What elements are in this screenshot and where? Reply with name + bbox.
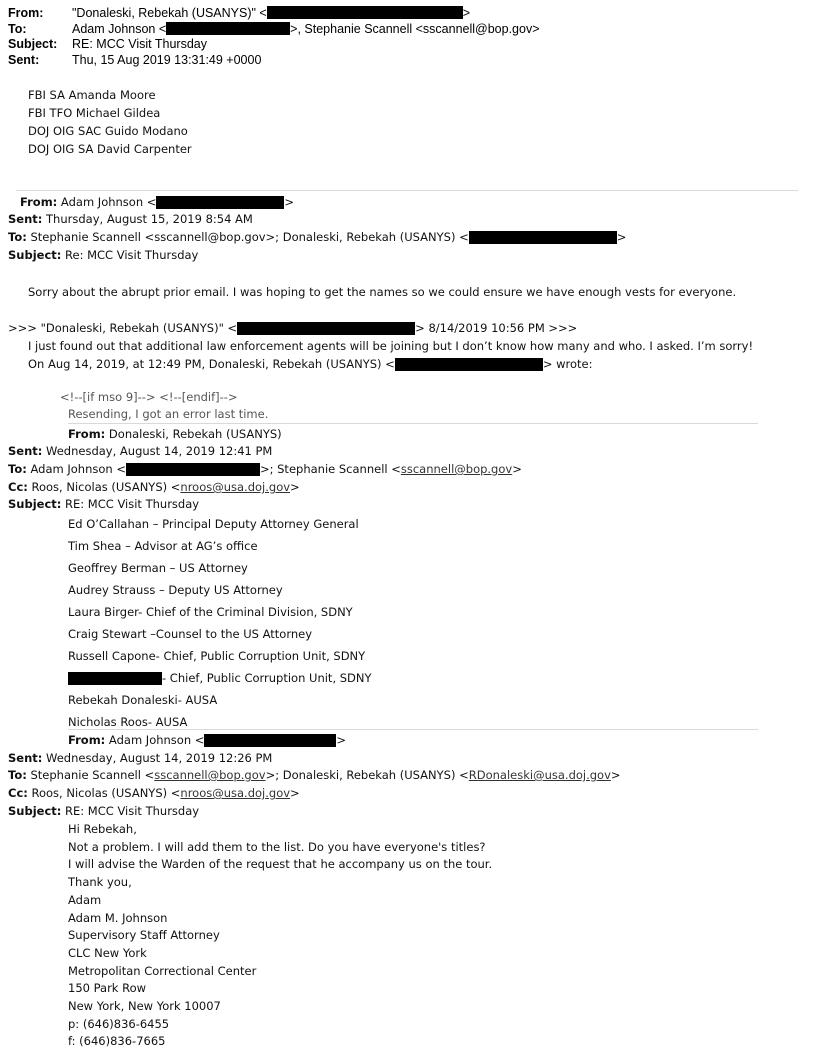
msg4-sent-value: Wednesday, August 14, 2019 12:26 PM bbox=[42, 751, 273, 765]
msg1-sent bbox=[8, 212, 253, 226]
msg1-subject bbox=[8, 248, 198, 262]
list-item: Nicholas Roos- AUSA bbox=[68, 715, 188, 729]
signature-line: CLC New York bbox=[68, 945, 147, 960]
redaction-box bbox=[267, 6, 463, 19]
msg3-to-value: Adam Johnson < bbox=[26, 462, 126, 476]
msg4-from-close: > bbox=[336, 733, 347, 747]
msg1-from-value: Adam Johnson < bbox=[57, 195, 157, 209]
msg1-from bbox=[20, 195, 294, 209]
mso-comment: <!--[if mso 9]--> <!--[endif]--> bbox=[60, 390, 238, 404]
header-subject-value: RE: MCC Visit Thursday bbox=[72, 37, 207, 51]
signature-line: New York, New York 10007 bbox=[68, 999, 221, 1014]
redaction-box bbox=[469, 231, 617, 244]
msg1-to bbox=[8, 230, 626, 244]
msg4-body bbox=[68, 821, 492, 1051]
msg2-wrote-post: > wrote: bbox=[542, 357, 593, 371]
msg3-subject bbox=[8, 497, 199, 511]
delegation-list bbox=[68, 513, 372, 733]
msg3-sent-value: Wednesday, August 14, 2019 12:41 PM bbox=[42, 444, 273, 458]
msg4-subject-label: Subject: bbox=[8, 804, 62, 818]
signature-line: Adam M. Johnson bbox=[68, 910, 168, 925]
list-item: FBI SA Amanda Moore bbox=[28, 88, 156, 102]
header-sent-label: Sent: bbox=[8, 52, 40, 67]
divider bbox=[68, 729, 758, 730]
header-subject-label: Subject: bbox=[8, 37, 58, 51]
redaction-box bbox=[68, 672, 162, 685]
header-from-close: > bbox=[462, 6, 471, 20]
msg4-sent-label: Sent: bbox=[8, 751, 43, 765]
msg1-to-close: > bbox=[616, 230, 627, 244]
msg4-from-label: From: bbox=[68, 733, 106, 747]
list-item: Tim Shea – Advisor at AG’s office bbox=[68, 539, 258, 553]
header-to-rest: >, Stephanie Scannell <sscannell@bop.gov> bbox=[290, 21, 540, 36]
list-item: Audrey Strauss – Deputy US Attorney bbox=[68, 583, 283, 597]
list-item: FBI TFO Michael Gildea bbox=[28, 106, 161, 120]
body-line: Thank you, bbox=[68, 875, 132, 890]
msg1-subject-value: Re: MCC Visit Thursday bbox=[61, 248, 199, 262]
msg4-to-mid: >; Donaleski, Rebekah (USANYS) < bbox=[265, 768, 469, 782]
msg1-body: Sorry about the abrupt prior email. I was hoping to get the names so we could ensure we have enough vests for everyone. bbox=[28, 285, 737, 299]
email-link[interactable]: RDonaleski@usa.doj.gov bbox=[468, 768, 611, 782]
msg3-cc bbox=[8, 480, 300, 494]
redaction-box bbox=[395, 358, 543, 371]
header-from-label: From: bbox=[8, 6, 44, 20]
msg1-sent-label: Sent: bbox=[8, 212, 43, 226]
msg3-to-close: > bbox=[512, 462, 522, 476]
divider bbox=[16, 190, 798, 191]
msg3-cc-value: Roos, Nicolas (USANYS) < bbox=[27, 480, 181, 494]
msg3-from-label: From: bbox=[68, 427, 106, 441]
signature-line: p: (646)836-6455 bbox=[68, 1016, 170, 1031]
msg3-to-mid: >; Stephanie Scannell < bbox=[259, 462, 401, 476]
body-line: Not a problem. I will add them to the list. Do you have everyone's titles? bbox=[68, 839, 486, 854]
list-item: Ed O’Callahan – Principal Deputy Attorney General bbox=[68, 517, 359, 531]
msg3-subject-label: Subject: bbox=[8, 497, 62, 511]
msg4-subject bbox=[8, 804, 199, 818]
msg1-subject-label: Subject: bbox=[8, 248, 62, 262]
redaction-box bbox=[126, 463, 260, 476]
msg3-subject-value: RE: MCC Visit Thursday bbox=[61, 497, 200, 511]
list-item: Rebekah Donaleski- AUSA bbox=[68, 693, 218, 707]
msg4-from bbox=[68, 733, 346, 747]
email-header bbox=[8, 6, 540, 68]
msg4-to bbox=[8, 768, 621, 782]
signature-line: Supervisory Staff Attorney bbox=[68, 928, 220, 943]
redaction-box bbox=[166, 22, 290, 35]
header-sent-row bbox=[8, 53, 540, 69]
msg4-from-value: Adam Johnson < bbox=[105, 733, 205, 747]
list-item: Geoffrey Berman – US Attorney bbox=[68, 561, 248, 575]
list-item: DOJ OIG SA David Carpenter bbox=[28, 142, 192, 156]
list-item: Craig Stewart –Counsel to the US Attorney bbox=[68, 627, 313, 641]
msg4-cc-label: Cc: bbox=[8, 786, 28, 800]
attendee-names bbox=[28, 86, 192, 158]
msg4-subject-value: RE: MCC Visit Thursday bbox=[61, 804, 200, 818]
header-to-label: To: bbox=[8, 21, 27, 36]
msg3-resend-note: Resending, I got an error last time. bbox=[68, 407, 269, 421]
msg1-to-value: Stephanie Scannell <sscannell@bop.gov>; Donaleski, Rebekah (USANYS) < bbox=[26, 230, 469, 244]
header-subject-row bbox=[8, 37, 540, 53]
body-line: Hi Rebekah, bbox=[68, 822, 137, 836]
divider bbox=[68, 423, 758, 424]
msg4-cc bbox=[8, 786, 300, 800]
header-from-value: "Donaleski, Rebekah (USANYS)" < bbox=[72, 6, 267, 20]
email-link[interactable]: sscannell@bop.gov bbox=[400, 462, 513, 476]
msg2-body: I just found out that additional law enforcement agents will be joining but I don’t know how many and who. I asked. I’m sorry! bbox=[28, 339, 754, 353]
msg2-quote-post: > 8/14/2019 10:56 PM >>> bbox=[415, 321, 578, 335]
msg3-to bbox=[8, 462, 522, 476]
msg3-from-value: Donaleski, Rebekah (USANYS) bbox=[105, 427, 282, 441]
msg2-wrote bbox=[28, 357, 593, 371]
header-sent-value: Thu, 15 Aug 2019 13:31:49 +0000 bbox=[72, 52, 262, 67]
msg1-to-label: To: bbox=[8, 230, 27, 244]
msg1-sent-value: Thursday, August 15, 2019 8:54 AM bbox=[42, 212, 253, 226]
msg1-from-close: > bbox=[284, 195, 295, 209]
msg2-wrote-pre: On Aug 14, 2019, at 12:49 PM, Donaleski, Rebekah (USANYS) < bbox=[28, 357, 395, 371]
msg3-from bbox=[68, 427, 282, 441]
signature-line: Metropolitan Correctional Center bbox=[68, 963, 257, 978]
body-line: I will advise the Warden of the request that he accompany us on the tour. bbox=[68, 857, 493, 872]
body-line: Adam bbox=[68, 892, 102, 907]
redaction-box bbox=[204, 734, 336, 747]
redacted-item-title: - Chief, Public Corruption Unit, SDNY bbox=[162, 671, 372, 685]
msg4-to-close: > bbox=[610, 768, 621, 782]
msg4-cc-value: Roos, Nicolas (USANYS) < bbox=[27, 786, 181, 800]
signature-line: 150 Park Row bbox=[68, 981, 147, 996]
signature-line: f: (646)836-7665 bbox=[68, 1034, 166, 1049]
msg3-cc-label: Cc: bbox=[8, 480, 28, 494]
email-link[interactable]: nroos@usa.doj.gov bbox=[180, 786, 291, 800]
msg3-cc-close: > bbox=[290, 480, 300, 494]
msg4-sent bbox=[8, 751, 272, 765]
header-to-value: Adam Johnson < bbox=[72, 21, 167, 36]
header-to-row bbox=[8, 22, 540, 38]
list-item bbox=[68, 667, 372, 689]
msg4-cc-close: > bbox=[290, 786, 300, 800]
msg1-from-label: From: bbox=[20, 195, 58, 209]
msg3-to-label: To: bbox=[8, 462, 27, 476]
msg3-sent-label: Sent: bbox=[8, 444, 43, 458]
msg4-to-value: Stephanie Scannell < bbox=[26, 768, 155, 782]
msg3-sent bbox=[8, 444, 272, 458]
msg2-quote-pre: >>> "Donaleski, Rebekah (USANYS)" < bbox=[8, 321, 238, 335]
list-item: Russell Capone- Chief, Public Corruption Unit, SDNY bbox=[68, 649, 366, 663]
msg2-quote-header bbox=[8, 321, 577, 335]
list-item: Laura Birger- Chief of the Criminal Division, SDNY bbox=[68, 605, 353, 619]
msg4-to-label: To: bbox=[8, 768, 27, 782]
email-link[interactable]: sscannell@bop.gov bbox=[154, 768, 266, 782]
header-from-row bbox=[8, 6, 540, 22]
redaction-box bbox=[237, 322, 415, 335]
redaction-box bbox=[156, 196, 284, 209]
list-item: DOJ OIG SAC Guido Modano bbox=[28, 124, 188, 138]
email-link[interactable]: nroos@usa.doj.gov bbox=[180, 480, 291, 494]
